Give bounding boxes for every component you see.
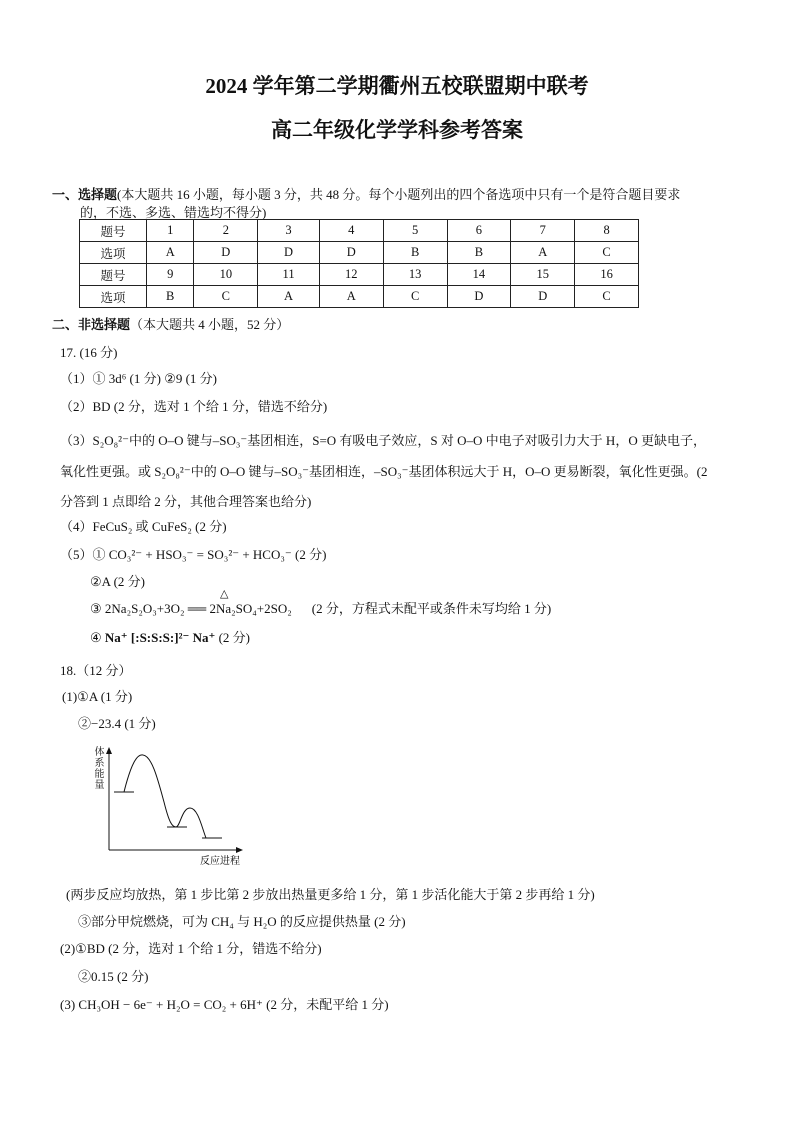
- table-cell: C: [194, 286, 258, 308]
- x-axis-arrow: [236, 847, 243, 853]
- q18-p3: (两步反应均放热，第 1 步比第 2 步放出热量更多给 1 分，第 1 步活化能大于第 2 步再给 1 分): [66, 887, 595, 902]
- table-cell: 题号: [80, 220, 147, 242]
- table-cell: 10: [194, 264, 258, 286]
- table-cell: 6: [447, 220, 511, 242]
- table-cell: A: [319, 286, 383, 308]
- q18-heading: 18.（12 分）: [60, 663, 132, 678]
- table-cell: 12: [319, 264, 383, 286]
- table-cell: 11: [258, 264, 320, 286]
- table-cell: B: [147, 286, 194, 308]
- table-cell: 3: [258, 220, 320, 242]
- equation: ③ 2Na₂S₂O₃+3O₂ ══ 2Na₂SO₄+2SO₂: [90, 601, 292, 616]
- q17-p5c: [90, 588, 552, 617]
- table-cell: C: [575, 286, 639, 308]
- table-cell: A: [511, 242, 575, 264]
- table-cell: 选项: [80, 242, 147, 264]
- heat-condition: △: [220, 588, 229, 600]
- table-cell: D: [194, 242, 258, 264]
- item-number: ④: [90, 630, 102, 645]
- q17-p3-cont2: 分答到 1 点即给 2 分，其他合理答案也给分): [60, 494, 312, 509]
- q17-p3-cont: 氧化性更强。或 S₂O₈²⁻中的 O–O 键与–SO₃⁻基团相连，–SO₃⁻基团体积远大于 H，O–O 更易断裂，氧化性更强。(2: [60, 464, 708, 479]
- section1-desc-cont: 的，不选、多选、错选均不得分): [80, 205, 267, 220]
- q18-p2: ②−23.4 (1 分): [78, 716, 156, 731]
- table-cell: C: [383, 286, 447, 308]
- answer-table: [79, 219, 639, 308]
- table-cell: D: [511, 286, 575, 308]
- doc-title: 2024 学年第二学期衢州五校联盟期中联考: [205, 74, 589, 98]
- section2-desc: （本大题共 4 小题，52 分）: [130, 317, 290, 332]
- q18-p1: (1)①A (1 分): [62, 689, 133, 704]
- table-cell: 2: [194, 220, 258, 242]
- q17-p4: （4）FeCuS₂ 或 CuFeS₂ (2 分): [60, 519, 227, 534]
- q18-p7: (3) CH₃OH − 6e⁻ + H₂O = CO₂ + 6H⁺ (2 分，未配平给 1 分): [60, 997, 389, 1012]
- table-cell: 9: [147, 264, 194, 286]
- table-cell: D: [447, 286, 511, 308]
- q17-p5b: ②A (2 分): [90, 574, 145, 589]
- section2-heading: 二、非选择题: [52, 317, 131, 332]
- table-cell: 15: [511, 264, 575, 286]
- table-cell: A: [147, 242, 194, 264]
- y-axis-label: 体系能量: [92, 746, 103, 790]
- table-cell: 16: [575, 264, 639, 286]
- q18-p5: (2)①BD (2 分，选对 1 个给 1 分，错选不给分): [60, 941, 322, 956]
- doc-subtitle: 高二年级化学学科参考答案: [271, 118, 523, 142]
- table-row: [80, 220, 639, 242]
- table-row: [80, 286, 639, 308]
- table-row: [80, 242, 639, 264]
- table-cell: 4: [319, 220, 383, 242]
- table-cell: D: [258, 242, 320, 264]
- energy-diagram: [90, 740, 260, 870]
- q18-p6: ②0.15 (2 分): [78, 969, 149, 984]
- q17-p5d: [90, 627, 250, 646]
- q18-p4: ③部分甲烷燃烧，可为 CH₄ 与 H₂O 的反应提供热量 (2 分): [78, 914, 406, 929]
- q17-p3: （3）S₂O₈²⁻中的 O–O 键与–SO₃⁻基团相连，S=O 有吸电子效应，S 对 O–O 中电子对吸引力大于 H，O 更缺电子，: [60, 433, 706, 448]
- energy-curve: [124, 755, 206, 838]
- table-cell: 13: [383, 264, 447, 286]
- q17-p1: （1）① 3d⁶ (1 分) ②9 (1 分): [60, 371, 218, 386]
- equation-note: (2 分，方程式未配平或条件未写均给 1 分): [311, 601, 552, 616]
- table-cell: B: [383, 242, 447, 264]
- table-cell: 题号: [80, 264, 147, 286]
- formula-note: (2 分): [218, 630, 251, 645]
- section1-heading: 一、选择题: [52, 187, 118, 202]
- q17-heading: 17. (16 分): [60, 345, 118, 360]
- q17-p5a: （5）① CO₃²⁻ + HSO₃⁻ = SO₃²⁻ + HCO₃⁻ (2 分): [60, 547, 327, 562]
- table-cell: 7: [511, 220, 575, 242]
- electron-formula: Na⁺ [:S:S:S:]²⁻ Na⁺: [104, 630, 216, 645]
- table-cell: 选项: [80, 286, 147, 308]
- table-cell: 1: [147, 220, 194, 242]
- table-cell: 8: [575, 220, 639, 242]
- y-axis-arrow: [106, 747, 112, 754]
- x-axis-label: 反应进程: [200, 856, 240, 867]
- table-cell: 14: [447, 264, 511, 286]
- table-row: [80, 264, 639, 286]
- table-cell: 5: [383, 220, 447, 242]
- q17-p2: （2）BD (2 分，选对 1 个给 1 分，错选不给分): [60, 399, 328, 414]
- table-cell: D: [319, 242, 383, 264]
- table-cell: B: [447, 242, 511, 264]
- section1-desc: (本大题共 16 小题，每小题 3 分，共 48 分。每个小题列出的四个备选项中只有一个是符合题目要求: [117, 187, 681, 202]
- table-cell: A: [258, 286, 320, 308]
- table-cell: C: [575, 242, 639, 264]
